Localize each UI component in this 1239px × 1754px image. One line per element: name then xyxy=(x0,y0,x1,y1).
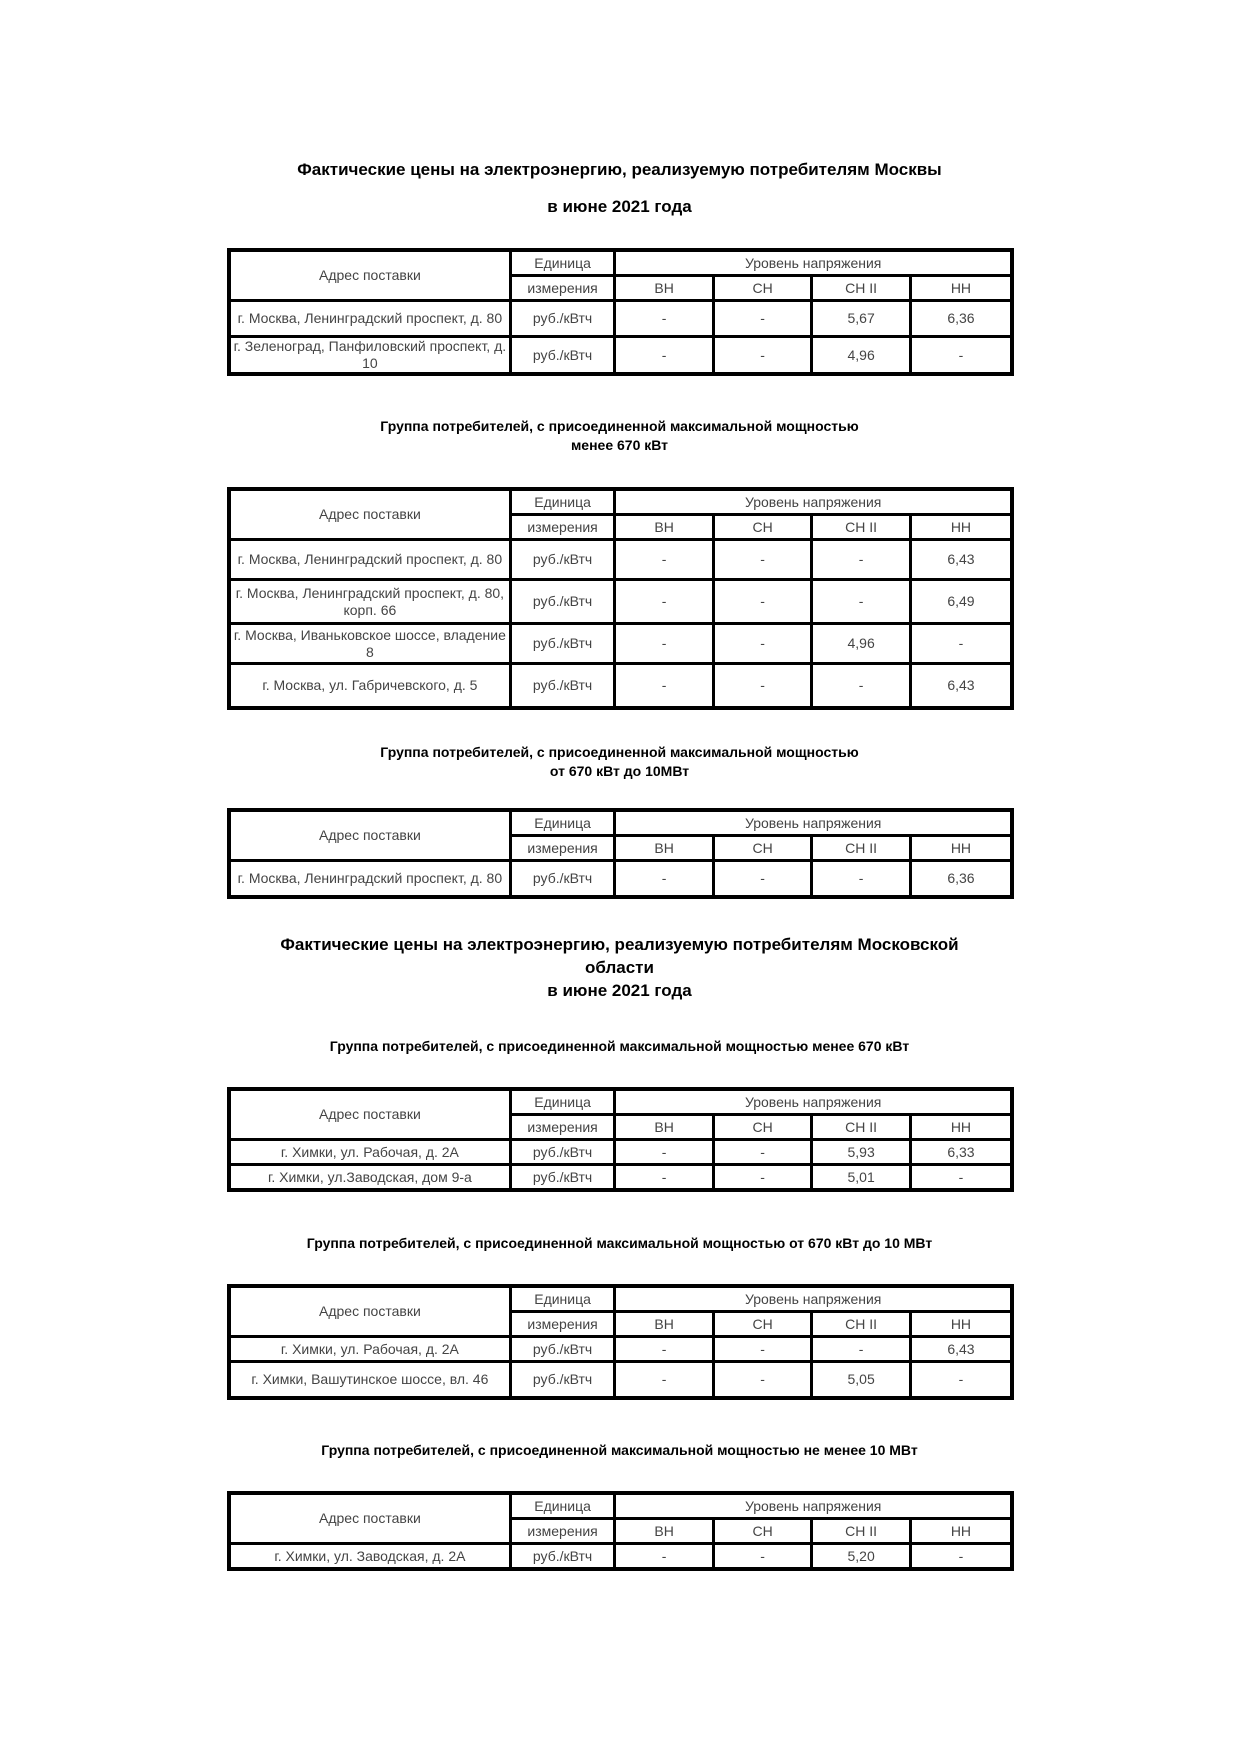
row-address: г. Химки, ул. Рабочая, д. 2А xyxy=(229,1337,510,1362)
row-value-vn: - xyxy=(615,301,714,337)
header-level-sn: СН xyxy=(713,1312,812,1337)
group-subtitle-4 xyxy=(0,1037,1239,1056)
header-unit-1: Единица xyxy=(510,1493,615,1519)
header-level-nn: НН xyxy=(910,836,1012,861)
row-address: г. Химки, ул. Рабочая, д. 2А xyxy=(229,1140,510,1165)
table-row xyxy=(229,540,1012,580)
header-level-sn2: СН II xyxy=(812,515,911,540)
header-level-sn: СН xyxy=(713,515,812,540)
price-table-5 xyxy=(227,1284,1014,1400)
row-address: г. Зеленоград, Панфиловский проспект, д. 10 xyxy=(229,337,510,375)
header-level-sn2: СН II xyxy=(812,276,911,301)
row-value-vn: - xyxy=(615,861,714,897)
row-value-sn: - xyxy=(713,1140,812,1165)
header-voltage: Уровень напряжения xyxy=(615,250,1012,276)
row-value-sn2: - xyxy=(812,580,911,624)
group-subtitle-3 xyxy=(0,743,1239,781)
group-subtitle-line-1: Группа потребителей, с присоединенной максимальной мощностью xyxy=(380,418,859,434)
row-value-sn: - xyxy=(713,861,812,897)
row-value-vn: - xyxy=(615,1337,714,1362)
header-level-sn2: СН II xyxy=(812,836,911,861)
row-value-sn: - xyxy=(713,1337,812,1362)
table-row xyxy=(229,861,1012,897)
header-level-sn: СН xyxy=(713,1519,812,1544)
row-value-nn: - xyxy=(910,1165,1012,1191)
row-value-sn2: - xyxy=(812,664,911,708)
header-level-sn: СН xyxy=(713,1115,812,1140)
header-voltage: Уровень напряжения xyxy=(615,810,1012,836)
header-unit-2: измерения xyxy=(510,1312,615,1337)
row-unit: руб./кВтч xyxy=(510,540,615,580)
group-subtitle-5 xyxy=(0,1234,1239,1253)
header-unit-1: Единица xyxy=(510,250,615,276)
row-address: г. Химки, ул.Заводская, дом 9-а xyxy=(229,1165,510,1191)
row-value-sn: - xyxy=(713,1544,812,1570)
table-row xyxy=(229,1362,1012,1398)
row-value-sn: - xyxy=(713,337,812,375)
table-row xyxy=(229,301,1012,337)
row-value-vn: - xyxy=(615,1362,714,1398)
header-voltage: Уровень напряжения xyxy=(615,1493,1012,1519)
header-level-vn: ВН xyxy=(615,1115,714,1140)
header-address: Адрес поставки xyxy=(229,489,510,540)
header-unit-1: Единица xyxy=(510,489,615,515)
row-value-sn2: 4,96 xyxy=(812,337,911,375)
table-row xyxy=(229,624,1012,664)
row-value-sn: - xyxy=(713,1165,812,1191)
header-level-nn: НН xyxy=(910,1519,1012,1544)
row-value-sn2: 5,67 xyxy=(812,301,911,337)
row-value-sn2: 5,05 xyxy=(812,1362,911,1398)
title-moscow-line-2: в июне 2021 года xyxy=(547,197,692,216)
row-value-vn: - xyxy=(615,1165,714,1191)
price-table-4 xyxy=(227,1087,1014,1192)
row-value-nn: - xyxy=(910,1544,1012,1570)
header-level-sn2: СН II xyxy=(812,1519,911,1544)
price-table-6 xyxy=(227,1491,1014,1571)
row-unit: руб./кВтч xyxy=(510,861,615,897)
table-row xyxy=(229,1165,1012,1191)
header-level-vn: ВН xyxy=(615,1519,714,1544)
header-unit-2: измерения xyxy=(510,276,615,301)
row-value-nn: 6,43 xyxy=(910,540,1012,580)
price-table-3 xyxy=(227,808,1014,899)
price-table-1 xyxy=(227,248,1014,376)
group-subtitle-line-1: Группа потребителей, с присоединенной максимальной мощностью xyxy=(380,744,859,760)
group-subtitle-line: Группа потребителей, с присоединенной максимальной мощностью менее 670 кВт xyxy=(329,1038,910,1054)
row-value-vn: - xyxy=(615,624,714,664)
header-address: Адрес поставки xyxy=(229,810,510,861)
row-address: г. Москва, Ленинградский проспект, д. 80, корп. 66 xyxy=(229,580,510,624)
title-region-line-3: в июне 2021 года xyxy=(547,981,692,1000)
table-row xyxy=(229,1140,1012,1165)
row-address: г. Москва, Ленинградский проспект, д. 80 xyxy=(229,861,510,897)
row-value-vn: - xyxy=(615,664,714,708)
row-unit: руб./кВтч xyxy=(510,1165,615,1191)
header-voltage: Уровень напряжения xyxy=(615,1286,1012,1312)
row-value-nn: 6,36 xyxy=(910,301,1012,337)
row-value-nn: - xyxy=(910,337,1012,375)
row-unit: руб./кВтч xyxy=(510,580,615,624)
table-row xyxy=(229,664,1012,708)
row-value-sn: - xyxy=(713,540,812,580)
header-address: Адрес поставки xyxy=(229,250,510,301)
header-unit-1: Единица xyxy=(510,810,615,836)
header-voltage: Уровень напряжения xyxy=(615,489,1012,515)
row-value-nn: 6,43 xyxy=(910,664,1012,708)
row-value-nn: - xyxy=(910,1362,1012,1398)
row-unit: руб./кВтч xyxy=(510,1337,615,1362)
row-value-sn2: 4,96 xyxy=(812,624,911,664)
row-value-nn: 6,43 xyxy=(910,1337,1012,1362)
row-value-sn2: 5,93 xyxy=(812,1140,911,1165)
header-address: Адрес поставки xyxy=(229,1493,510,1544)
row-value-vn: - xyxy=(615,580,714,624)
header-unit-2: измерения xyxy=(510,515,615,540)
row-address: г. Химки, Вашутинское шоссе, вл. 46 xyxy=(229,1362,510,1398)
price-table-2 xyxy=(227,487,1014,710)
header-level-vn: ВН xyxy=(615,836,714,861)
row-value-nn: 6,36 xyxy=(910,861,1012,897)
group-subtitle-line: Группа потребителей, с присоединенной максимальной мощностью не менее 10 МВт xyxy=(321,1442,918,1458)
row-value-vn: - xyxy=(615,540,714,580)
title-moscow xyxy=(0,158,1239,181)
row-unit: руб./кВтч xyxy=(510,1140,615,1165)
group-subtitle-line-2: менее 670 кВт xyxy=(570,437,669,453)
row-value-sn2: - xyxy=(812,1337,911,1362)
row-value-nn: 6,33 xyxy=(910,1140,1012,1165)
row-unit: руб./кВтч xyxy=(510,1362,615,1398)
group-subtitle-6 xyxy=(0,1441,1239,1460)
header-address: Адрес поставки xyxy=(229,1089,510,1140)
header-level-sn2: СН II xyxy=(812,1115,911,1140)
row-address: г. Химки, ул. Заводская, д. 2А xyxy=(229,1544,510,1570)
header-unit-2: измерения xyxy=(510,836,615,861)
header-voltage: Уровень напряжения xyxy=(615,1089,1012,1115)
row-unit: руб./кВтч xyxy=(510,301,615,337)
header-level-vn: ВН xyxy=(615,1312,714,1337)
row-value-sn: - xyxy=(713,624,812,664)
title-moscow-line-1: Фактические цены на электроэнергию, реализуемую потребителям Москвы xyxy=(297,160,942,179)
table-row xyxy=(229,580,1012,624)
group-subtitle-2 xyxy=(0,417,1239,455)
header-level-sn2: СН II xyxy=(812,1312,911,1337)
header-level-nn: НН xyxy=(910,515,1012,540)
row-value-sn2: 5,01 xyxy=(812,1165,911,1191)
header-level-sn: СН xyxy=(713,836,812,861)
header-level-vn: ВН xyxy=(615,276,714,301)
row-address: г. Москва, Ленинградский проспект, д. 80 xyxy=(229,301,510,337)
header-level-nn: НН xyxy=(910,1115,1012,1140)
row-value-sn: - xyxy=(713,301,812,337)
header-level-nn: НН xyxy=(910,1312,1012,1337)
row-unit: руб./кВтч xyxy=(510,337,615,375)
title-region-line-2: области xyxy=(585,958,654,977)
row-unit: руб./кВтч xyxy=(510,1544,615,1570)
row-value-vn: - xyxy=(615,1140,714,1165)
row-value-sn: - xyxy=(713,664,812,708)
header-unit-2: измерения xyxy=(510,1115,615,1140)
table-row xyxy=(229,337,1012,375)
header-level-sn: СН xyxy=(713,276,812,301)
row-value-vn: - xyxy=(615,337,714,375)
table-row xyxy=(229,1544,1012,1570)
row-address: г. Москва, ул. Габричевского, д. 5 xyxy=(229,664,510,708)
group-subtitle-line: Группа потребителей, с присоединенной максимальной мощностью от 670 кВт до 10 МВт xyxy=(306,1235,933,1251)
header-unit-1: Единица xyxy=(510,1089,615,1115)
row-value-sn2: - xyxy=(812,861,911,897)
row-value-sn: - xyxy=(713,1362,812,1398)
header-level-nn: НН xyxy=(910,276,1012,301)
row-value-sn: - xyxy=(713,580,812,624)
header-level-vn: ВН xyxy=(615,515,714,540)
title-region xyxy=(0,933,1239,1002)
title-region-line-1: Фактические цены на электроэнергию, реализуемую потребителям Московской xyxy=(280,935,959,954)
title-moscow-date xyxy=(0,195,1239,218)
row-unit: руб./кВтч xyxy=(510,664,615,708)
row-value-sn2: 5,20 xyxy=(812,1544,911,1570)
header-unit-1: Единица xyxy=(510,1286,615,1312)
header-unit-2: измерения xyxy=(510,1519,615,1544)
row-address: г. Москва, Иваньковское шоссе, владение 8 xyxy=(229,624,510,664)
row-value-sn2: - xyxy=(812,540,911,580)
header-address: Адрес поставки xyxy=(229,1286,510,1337)
row-value-nn: 6,49 xyxy=(910,580,1012,624)
group-subtitle-line-2: от 670 кВт до 10МВт xyxy=(549,763,690,779)
table-row xyxy=(229,1337,1012,1362)
row-value-nn: - xyxy=(910,624,1012,664)
row-address: г. Москва, Ленинградский проспект, д. 80 xyxy=(229,540,510,580)
row-value-vn: - xyxy=(615,1544,714,1570)
row-unit: руб./кВтч xyxy=(510,624,615,664)
